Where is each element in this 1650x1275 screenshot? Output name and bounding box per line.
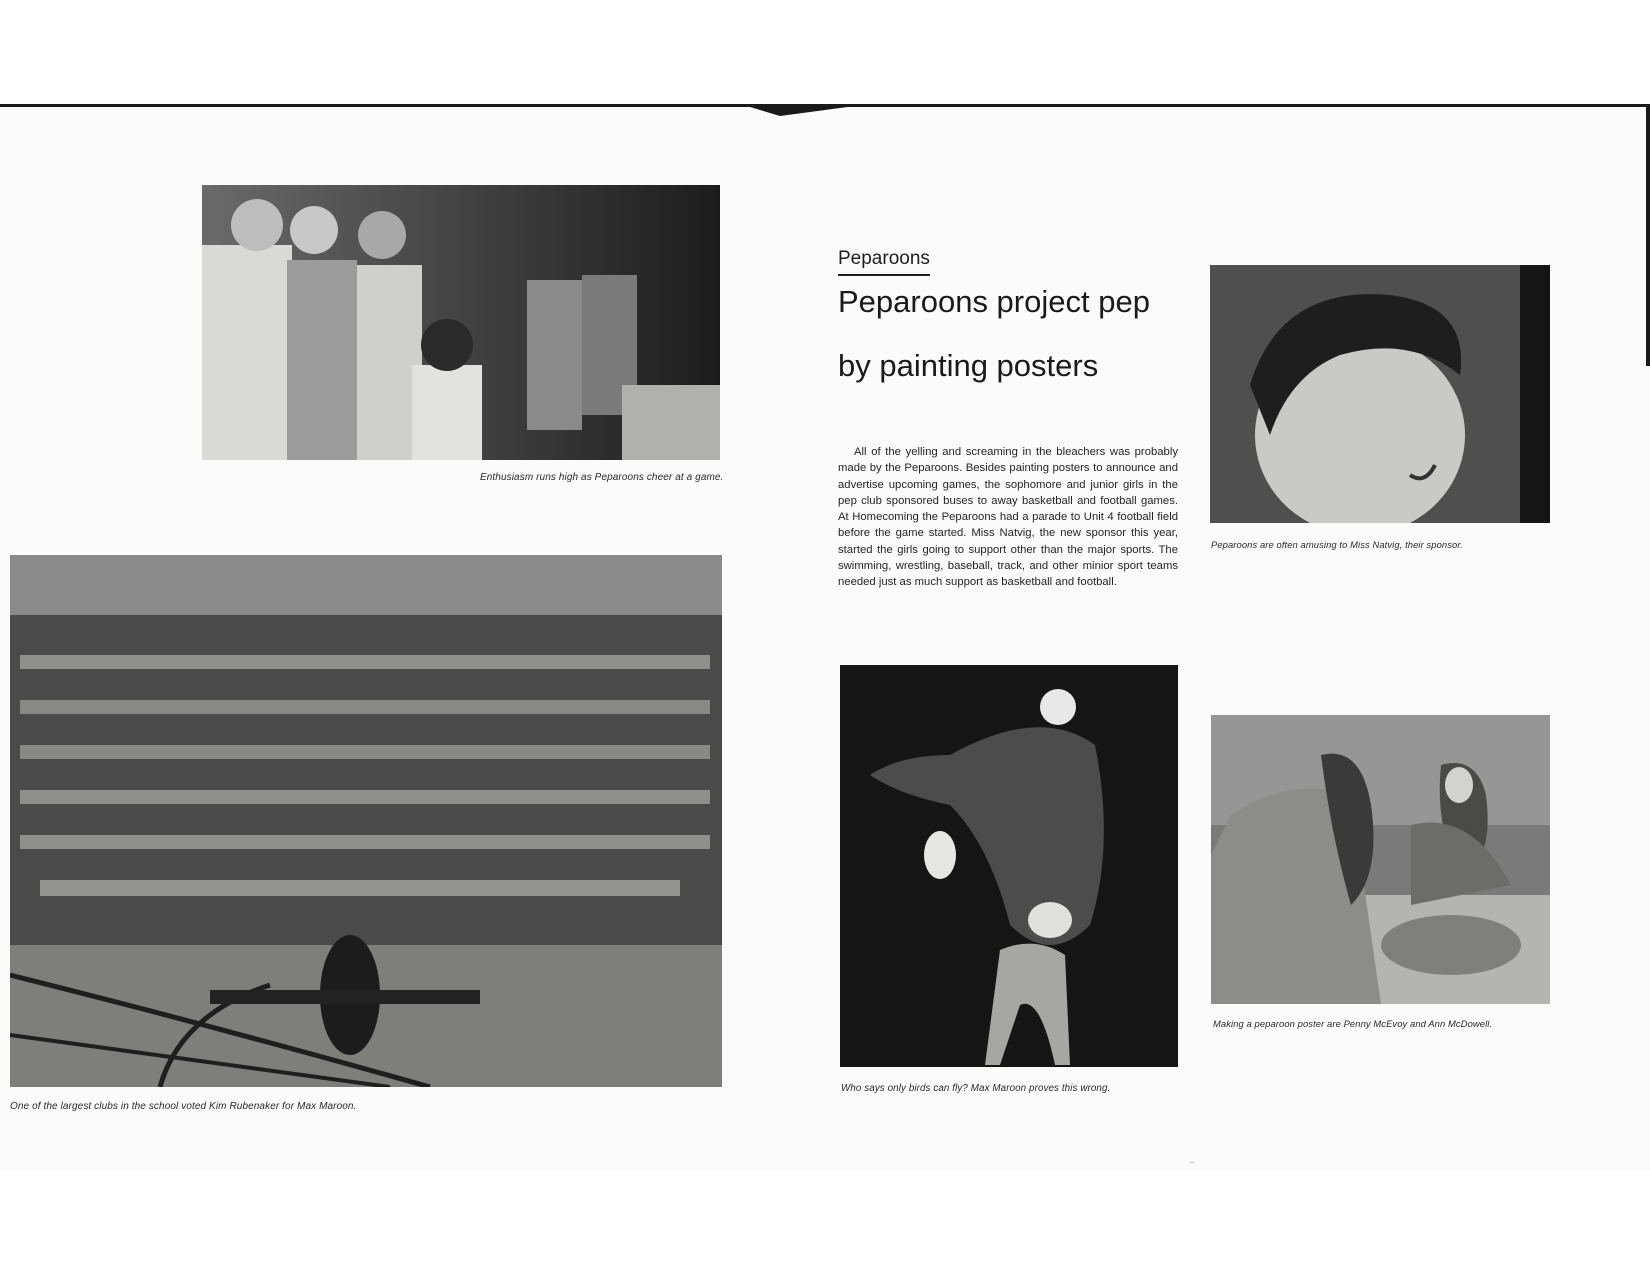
caption-sponsor: Peparoons are often amusing to Miss Natvig, their sponsor.: [1211, 539, 1463, 550]
article-body: All of the yelling and screaming in the bleachers was probably made by the Peparoons. Besides painting posters to announce and advertise upcoming games, the sophomore and junior girls in the pep club sponsored buses to away basketball and football games. At Homecoming the Peparoons had a parade to Unit 4 football field before the game started. Miss Natvig, the new sponsor this year, started the girls going to support other than the major sports. The swimming, wrestling, baseball, track, and other minior sport teams needed just as much support as basketball and football.: [838, 446, 1178, 589]
photo-cheer: [202, 185, 720, 460]
photo-group-image: [10, 555, 722, 1087]
caption-cheer: Enthusiasm runs high as Peparoons cheer at a game.: [480, 472, 724, 483]
photo-group: [10, 555, 722, 1087]
page-number: --: [1190, 1160, 1194, 1166]
page-right-edge: [1646, 106, 1650, 366]
caption-poster: Making a peparoon poster are Penny McEvoy and Ann McDowell.: [1213, 1018, 1493, 1029]
page-bottom-margin: [0, 1170, 1650, 1275]
photo-sponsor-image: [1210, 265, 1550, 523]
photo-mascot-image: [840, 665, 1178, 1067]
photo-mascot: [840, 665, 1178, 1067]
section-label: Peparoons: [838, 248, 930, 276]
caption-group: One of the largest clubs in the school voted Kim Rubenaker for Max Maroon.: [10, 1101, 357, 1112]
headline-line-2: by painting posters: [838, 348, 1099, 383]
photo-sponsor: [1210, 265, 1550, 523]
caption-mascot: Who says only birds can fly? Max Maroon proves this wrong.: [841, 1083, 1111, 1094]
photo-cheer-image: [202, 185, 720, 460]
headline-line-1: Peparoons project pep: [838, 284, 1150, 319]
photo-poster: [1211, 715, 1550, 1004]
photo-poster-image: [1211, 715, 1550, 1004]
spine-fold: [740, 104, 870, 116]
